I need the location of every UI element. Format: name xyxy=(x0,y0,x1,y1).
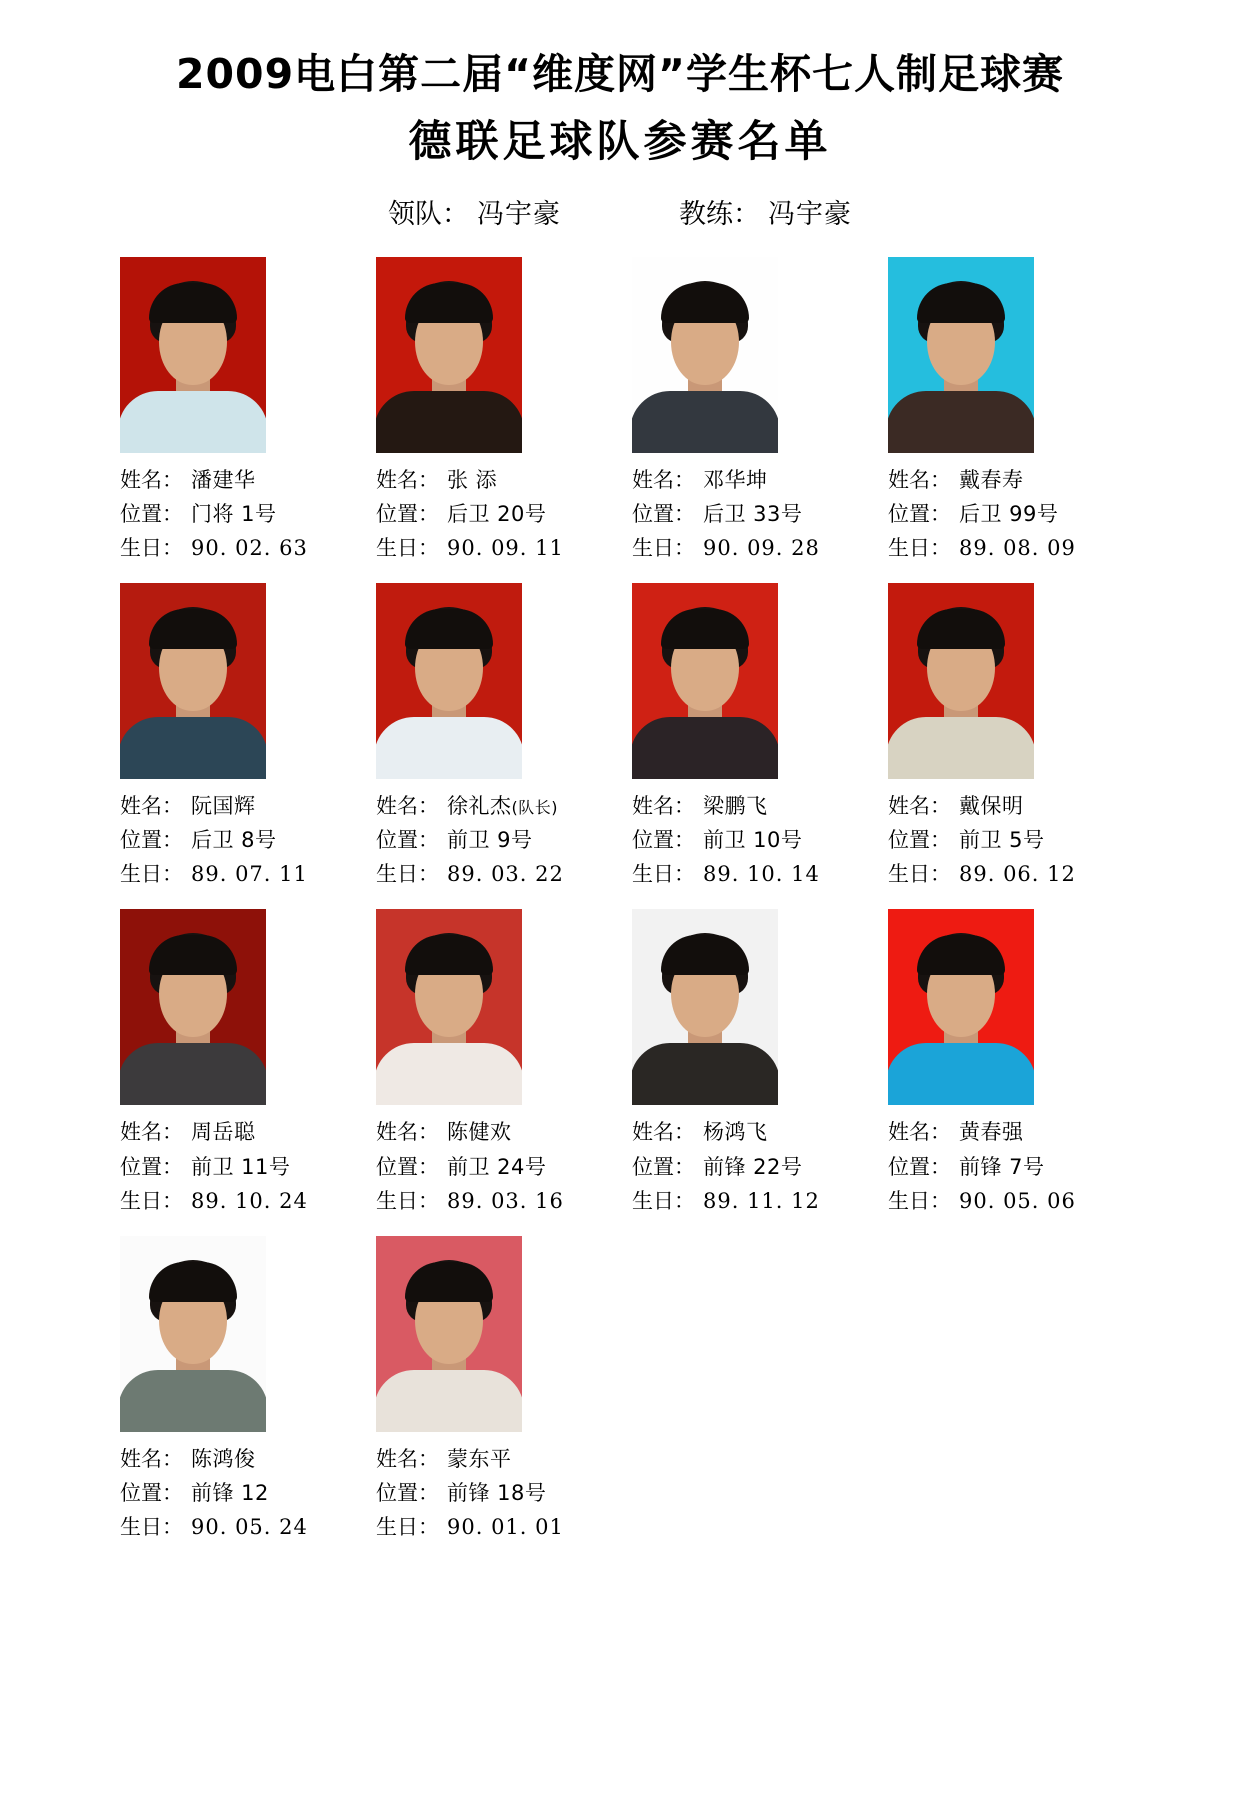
player-birthday-line xyxy=(120,1510,360,1544)
player-card xyxy=(108,1232,360,1544)
player-photo-wrap xyxy=(108,253,360,453)
player-card xyxy=(364,579,616,891)
player-name-line xyxy=(888,463,1128,497)
player-birthday-line xyxy=(632,531,872,565)
player-birthday-label: 生日： xyxy=(376,862,439,887)
player-position-value: 后卫 33号 xyxy=(703,502,803,527)
player-info xyxy=(364,1115,616,1217)
player-name-line xyxy=(888,1115,1128,1149)
player-photo xyxy=(632,257,778,453)
player-info xyxy=(876,1115,1128,1217)
player-name-label: 姓名： xyxy=(376,794,439,819)
portrait-fringe xyxy=(149,283,237,323)
player-name-line xyxy=(376,463,616,497)
player-info xyxy=(364,1442,616,1544)
player-birthday-value: 89. 06. 12 xyxy=(959,862,1076,887)
player-position-value: 前卫 11号 xyxy=(191,1154,291,1179)
portrait-fringe xyxy=(917,283,1005,323)
portrait-shoulders xyxy=(632,1043,778,1105)
player-name-value: 蒙东平 xyxy=(447,1446,512,1471)
portrait-shoulders xyxy=(376,717,522,779)
player-position-value: 前卫 5号 xyxy=(959,828,1045,853)
portrait-fringe xyxy=(661,935,749,975)
player-name-value: 陈鸿俊 xyxy=(191,1446,256,1471)
portrait-fringe xyxy=(917,609,1005,649)
staff-row xyxy=(0,192,1240,231)
portrait-fringe xyxy=(149,935,237,975)
player-position-value: 前锋 7号 xyxy=(959,1154,1045,1179)
player-name-value: 徐礼杰 xyxy=(447,794,512,819)
portrait-shoulders xyxy=(376,391,522,453)
player-position-line xyxy=(632,823,872,857)
player-name-value: 梁鹏飞 xyxy=(703,794,768,819)
player-grid xyxy=(0,253,1240,1543)
player-name-label: 姓名： xyxy=(632,468,695,493)
player-photo xyxy=(632,583,778,779)
player-info xyxy=(620,463,872,565)
player-position-label: 位置： xyxy=(376,1480,439,1505)
portrait-fringe xyxy=(661,609,749,649)
player-card xyxy=(876,579,1128,891)
player-info xyxy=(876,463,1128,565)
player-name-value: 周岳聪 xyxy=(191,1120,256,1145)
portrait-fringe xyxy=(405,283,493,323)
portrait-fringe xyxy=(405,609,493,649)
team-leader xyxy=(388,192,561,231)
player-info xyxy=(364,463,616,565)
player-birthday-line xyxy=(888,531,1128,565)
portrait-shoulders xyxy=(376,1370,522,1432)
player-position-line xyxy=(888,823,1128,857)
player-birthday-label: 生日： xyxy=(376,536,439,561)
player-position-value: 前锋 18号 xyxy=(447,1480,547,1505)
player-name-label: 姓名： xyxy=(120,468,183,493)
player-birthday-value: 90. 01. 01 xyxy=(447,1514,564,1539)
player-photo-wrap xyxy=(108,579,360,779)
player-name-value: 黄春强 xyxy=(959,1120,1024,1145)
player-position-label: 位置： xyxy=(632,828,695,853)
player-photo xyxy=(632,909,778,1105)
player-birthday-value: 90. 09. 11 xyxy=(447,536,564,561)
player-name-line xyxy=(632,789,872,823)
player-photo-wrap xyxy=(876,253,1128,453)
player-birthday-line xyxy=(632,1184,872,1218)
player-birthday-value: 89. 03. 16 xyxy=(447,1188,564,1213)
player-position-label: 位置： xyxy=(120,502,183,527)
player-position-line xyxy=(376,497,616,531)
player-position-value: 门将 1号 xyxy=(191,502,277,527)
portrait-fringe xyxy=(405,1262,493,1302)
player-birthday-line xyxy=(888,857,1128,891)
player-name-label: 姓名： xyxy=(888,468,951,493)
player-birthday-label: 生日： xyxy=(632,1188,695,1213)
player-name-label: 姓名： xyxy=(888,1120,951,1145)
portrait-fringe xyxy=(405,935,493,975)
player-photo-wrap xyxy=(620,905,872,1105)
portrait-shoulders xyxy=(120,717,266,779)
player-position-value: 后卫 99号 xyxy=(959,502,1059,527)
player-card xyxy=(876,253,1128,565)
player-photo xyxy=(120,909,266,1105)
player-photo-wrap xyxy=(364,1232,616,1432)
player-name-value: 邓华坤 xyxy=(703,468,768,493)
player-birthday-line xyxy=(376,857,616,891)
player-position-value: 前锋 22号 xyxy=(703,1154,803,1179)
player-name-value: 戴保明 xyxy=(959,794,1024,819)
player-birthday-value: 89. 10. 14 xyxy=(703,862,820,887)
team-coach-name: 冯宇豪 xyxy=(768,199,852,231)
player-info xyxy=(108,1115,360,1217)
player-photo-wrap xyxy=(876,905,1128,1105)
player-name-line xyxy=(120,789,360,823)
player-name-line xyxy=(120,1115,360,1149)
player-position-line xyxy=(376,1476,616,1510)
player-position-value: 前卫 9号 xyxy=(447,828,533,853)
player-photo-wrap xyxy=(364,579,616,779)
team-leader-name: 冯宇豪 xyxy=(477,199,561,231)
player-name-label: 姓名： xyxy=(632,1120,695,1145)
player-birthday-value: 89. 08. 09 xyxy=(959,536,1076,561)
player-birthday-label: 生日： xyxy=(632,536,695,561)
player-info xyxy=(108,1442,360,1544)
player-position-value: 前锋 12 xyxy=(191,1480,269,1505)
player-position-line xyxy=(888,1150,1128,1184)
portrait-shoulders xyxy=(888,1043,1034,1105)
portrait-shoulders xyxy=(120,391,266,453)
player-birthday-label: 生日： xyxy=(376,1514,439,1539)
player-photo-wrap xyxy=(620,579,872,779)
portrait-shoulders xyxy=(632,717,778,779)
player-position-line xyxy=(120,1150,360,1184)
player-position-line xyxy=(376,1150,616,1184)
player-birthday-label: 生日： xyxy=(888,536,951,561)
player-birthday-line xyxy=(120,531,360,565)
portrait-fringe xyxy=(917,935,1005,975)
player-birthday-line xyxy=(632,857,872,891)
player-photo-wrap xyxy=(364,253,616,453)
player-birthday-line xyxy=(888,1184,1128,1218)
player-position-label: 位置： xyxy=(376,828,439,853)
player-photo xyxy=(120,583,266,779)
player-card xyxy=(108,253,360,565)
player-birthday-line xyxy=(376,531,616,565)
player-name-line xyxy=(632,463,872,497)
player-birthday-label: 生日： xyxy=(888,1188,951,1213)
player-birthday-value: 90. 05. 06 xyxy=(959,1188,1076,1213)
player-birthday-value: 89. 03. 22 xyxy=(447,862,564,887)
player-name-label: 姓名： xyxy=(376,1120,439,1145)
player-birthday-value: 90. 05. 24 xyxy=(191,1514,308,1539)
player-card xyxy=(364,1232,616,1544)
player-photo-wrap xyxy=(876,579,1128,779)
captain-badge: (队长) xyxy=(511,798,558,818)
player-birthday-value: 89. 10. 24 xyxy=(191,1188,308,1213)
team-leader-label: 领队： xyxy=(388,199,469,231)
player-photo xyxy=(120,257,266,453)
player-birthday-value: 89. 11. 12 xyxy=(703,1188,820,1213)
player-name-value: 张 添 xyxy=(447,468,498,493)
player-photo xyxy=(376,583,522,779)
player-info xyxy=(876,789,1128,891)
player-birthday-line xyxy=(376,1184,616,1218)
page-title: 2009电白第二届“维度网”学生杯七人制足球赛 xyxy=(175,50,1064,98)
player-birthday-label: 生日： xyxy=(888,862,951,887)
player-position-line xyxy=(632,1150,872,1184)
player-position-label: 位置： xyxy=(376,502,439,527)
portrait-shoulders xyxy=(888,391,1034,453)
player-birthday-label: 生日： xyxy=(120,536,183,561)
team-coach xyxy=(679,192,852,231)
player-name-line xyxy=(888,789,1128,823)
portrait-shoulders xyxy=(632,391,778,453)
player-position-line xyxy=(120,1476,360,1510)
player-name-line xyxy=(120,1442,360,1476)
player-position-label: 位置： xyxy=(632,502,695,527)
player-name-value: 戴春寿 xyxy=(959,468,1024,493)
player-name-value: 潘建华 xyxy=(191,468,256,493)
player-birthday-value: 90. 09. 28 xyxy=(703,536,820,561)
player-birthday-value: 90. 02. 63 xyxy=(191,536,308,561)
player-card xyxy=(620,253,872,565)
portrait-fringe xyxy=(149,609,237,649)
player-name-line xyxy=(120,463,360,497)
player-birthday-line xyxy=(120,1184,360,1218)
player-card xyxy=(364,253,616,565)
player-birthday-label: 生日： xyxy=(120,1514,183,1539)
player-photo xyxy=(120,1236,266,1432)
player-position-value: 前卫 24号 xyxy=(447,1154,547,1179)
player-name-line xyxy=(376,1442,616,1476)
player-name-value: 阮国辉 xyxy=(191,794,256,819)
player-name-line xyxy=(376,1115,616,1149)
player-position-label: 位置： xyxy=(376,1154,439,1179)
player-position-label: 位置： xyxy=(632,1154,695,1179)
player-photo-wrap xyxy=(364,905,616,1105)
player-position-label: 位置： xyxy=(120,828,183,853)
player-name-label: 姓名： xyxy=(376,468,439,493)
player-position-label: 位置： xyxy=(888,502,951,527)
player-photo xyxy=(888,909,1034,1105)
player-birthday-label: 生日： xyxy=(120,1188,183,1213)
player-birthday-label: 生日： xyxy=(632,862,695,887)
player-name-line xyxy=(376,789,616,823)
player-photo-wrap xyxy=(620,253,872,453)
player-position-value: 后卫 20号 xyxy=(447,502,547,527)
player-position-label: 位置： xyxy=(888,1154,951,1179)
player-position-label: 位置： xyxy=(888,828,951,853)
player-card xyxy=(620,905,872,1217)
player-name-label: 姓名： xyxy=(632,794,695,819)
player-birthday-label: 生日： xyxy=(376,1188,439,1213)
player-name-label: 姓名： xyxy=(120,1446,183,1471)
player-name-line xyxy=(632,1115,872,1149)
player-card xyxy=(108,905,360,1217)
portrait-fringe xyxy=(149,1262,237,1302)
player-info xyxy=(620,1115,872,1217)
player-info xyxy=(108,789,360,891)
player-card xyxy=(620,579,872,891)
player-birthday-value: 89. 07. 11 xyxy=(191,862,308,887)
player-card xyxy=(108,579,360,891)
player-photo-wrap xyxy=(108,1232,360,1432)
portrait-shoulders xyxy=(120,1370,266,1432)
player-photo xyxy=(376,1236,522,1432)
page-subtitle: 德联足球队参赛名单 xyxy=(408,117,832,168)
player-position-value: 后卫 8号 xyxy=(191,828,277,853)
player-name-label: 姓名： xyxy=(120,794,183,819)
player-position-value: 前卫 10号 xyxy=(703,828,803,853)
player-info xyxy=(108,463,360,565)
player-position-line xyxy=(376,823,616,857)
player-position-line xyxy=(888,497,1128,531)
player-position-line xyxy=(120,497,360,531)
player-birthday-label: 生日： xyxy=(120,862,183,887)
player-name-label: 姓名： xyxy=(888,794,951,819)
player-info xyxy=(364,789,616,891)
player-name-label: 姓名： xyxy=(120,1120,183,1145)
portrait-shoulders xyxy=(888,717,1034,779)
player-name-label: 姓名： xyxy=(376,1446,439,1471)
player-photo xyxy=(376,257,522,453)
player-name-value: 杨鸿飞 xyxy=(703,1120,768,1145)
player-card xyxy=(876,905,1128,1217)
player-photo-wrap xyxy=(108,905,360,1105)
player-birthday-line xyxy=(376,1510,616,1544)
player-photo xyxy=(376,909,522,1105)
player-name-value: 陈健欢 xyxy=(447,1120,512,1145)
player-photo xyxy=(888,583,1034,779)
player-photo xyxy=(888,257,1034,453)
player-position-line xyxy=(632,497,872,531)
player-position-label: 位置： xyxy=(120,1154,183,1179)
portrait-fringe xyxy=(661,283,749,323)
player-position-line xyxy=(120,823,360,857)
roster-page xyxy=(0,52,1240,1805)
player-position-label: 位置： xyxy=(120,1480,183,1505)
portrait-shoulders xyxy=(376,1043,522,1105)
player-card xyxy=(364,905,616,1217)
player-info xyxy=(620,789,872,891)
player-birthday-line xyxy=(120,857,360,891)
portrait-shoulders xyxy=(120,1043,266,1105)
team-coach-label: 教练： xyxy=(679,199,760,231)
